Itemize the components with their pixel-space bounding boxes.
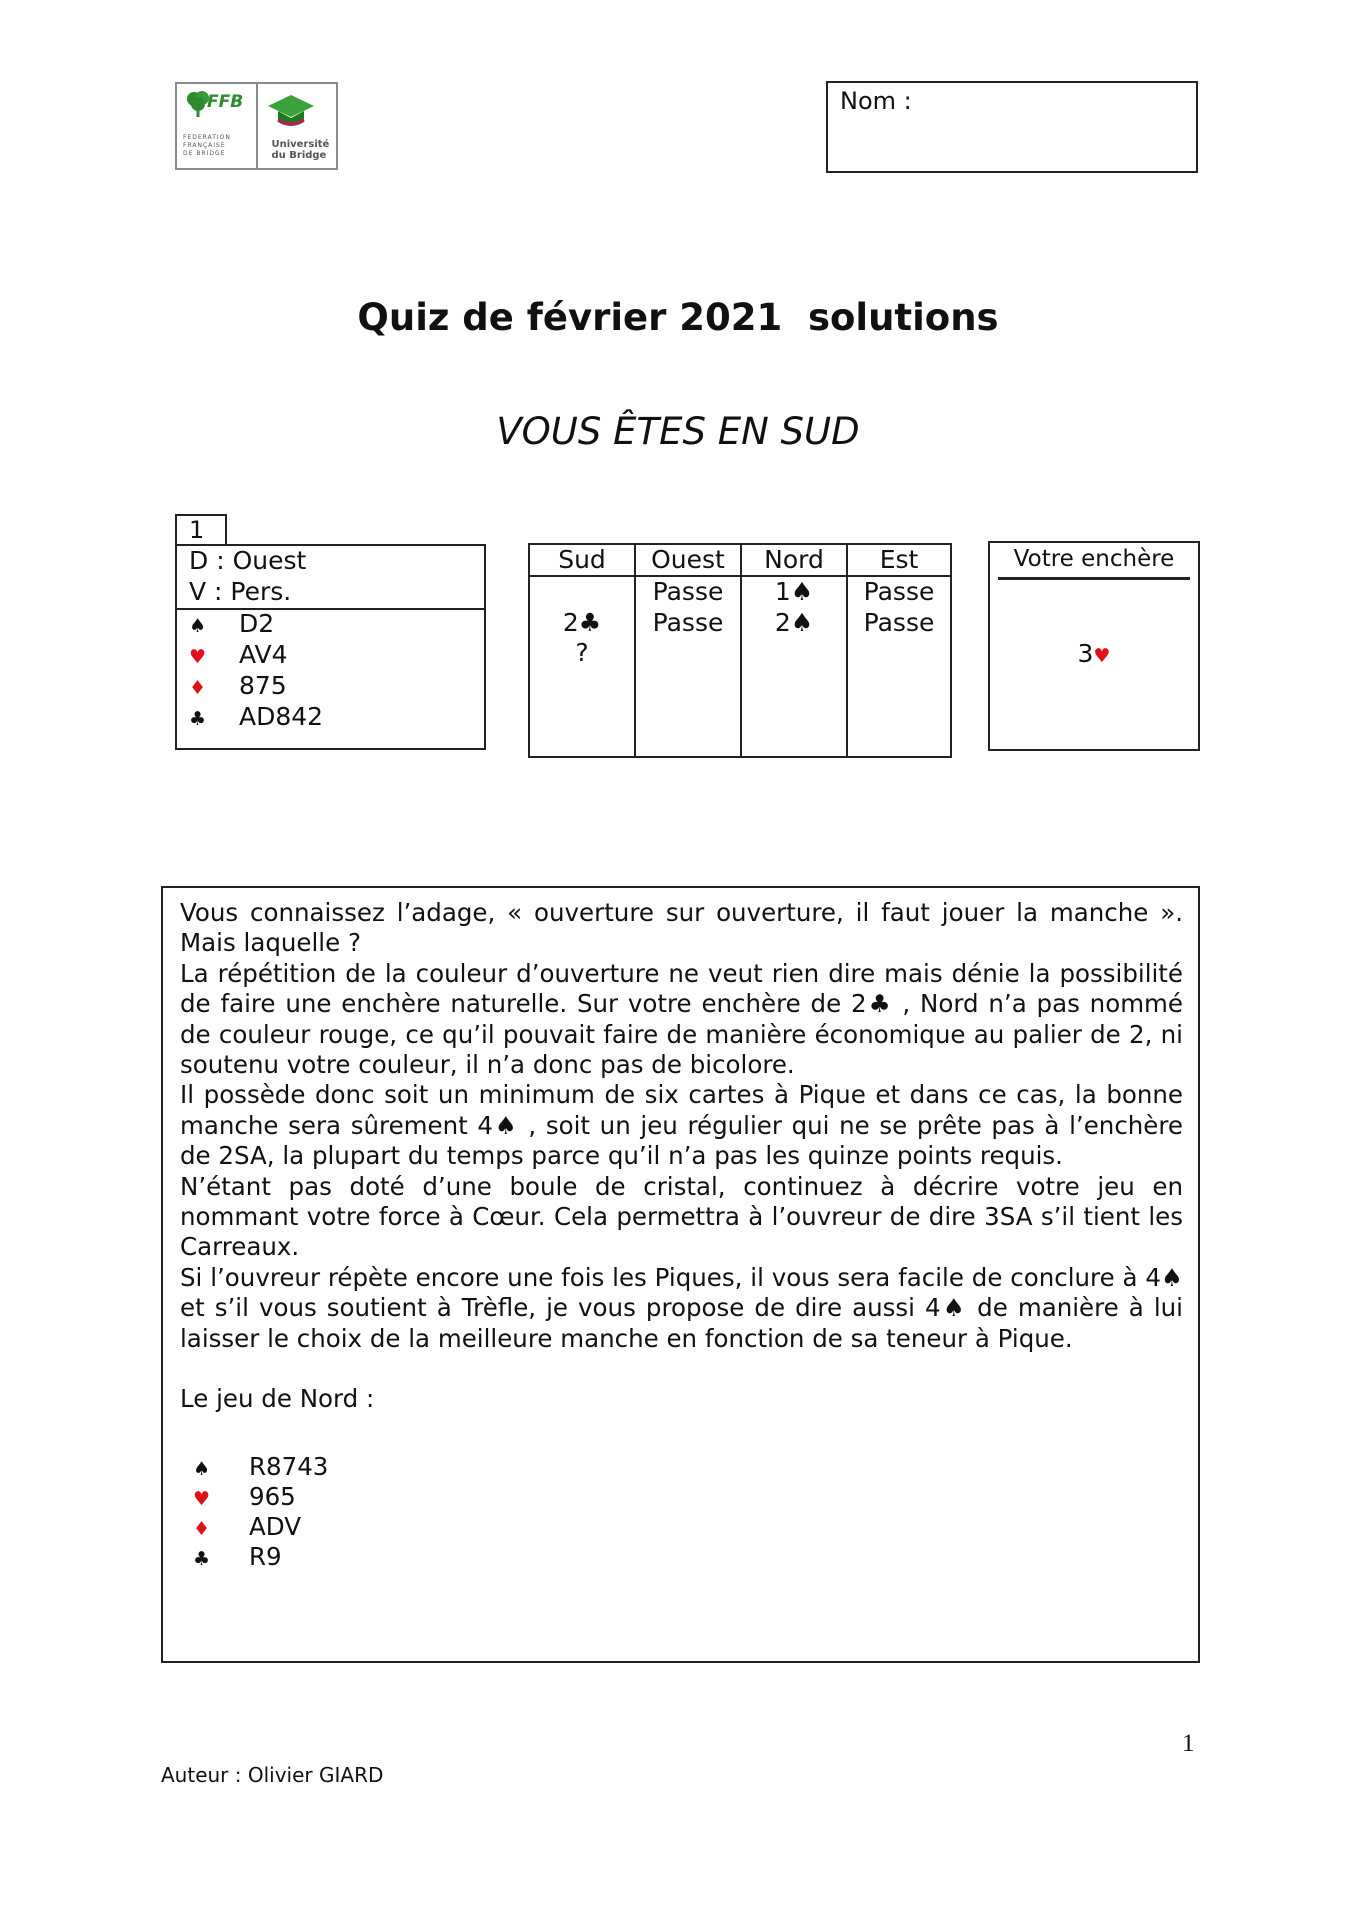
solution-paragraph: N’étant pas doté d’une boule de cristal, continuez à décrire votre jeu en nommant votre force à Cœur. Cela permettra à l’ouvreur de dire 3SA s’il tient les Carreaux. xyxy=(180,1171,1183,1262)
page-title: Quiz de février 2021 solutions xyxy=(357,296,999,339)
bid-cell: Passe xyxy=(652,577,724,606)
your-bid-header: Votre enchère xyxy=(998,543,1190,580)
north-row-clubs xyxy=(193,1542,282,1571)
bid-cell: ? xyxy=(575,638,589,667)
solution-paragraph: La répétition de la couleur d’ouverture ne veut rien dire mais dénie la possibilité de faire une enchère naturelle. Sur votre enchère de 2♣ , Nord n’a pas nommé de couleur rouge, ce qu’il pouvait faire de manière économique au palier de 2, ni soutenu votre couleur, il n’a donc pas de bicolore. xyxy=(180,958,1183,1080)
hand-row-diamonds xyxy=(189,671,287,700)
graduation-cap-icon xyxy=(266,92,316,132)
bid-column-sud xyxy=(530,545,636,756)
solution-paragraph: Il possède donc soit un minimum de six cartes à Pique et dans ce cas, la bonne manche sera sûrement 4♠ , soit un jeu régulier qui ne se prête pas à l’enchère de 2SA, la plupart du temps parce qu’il n’a pas les quinze points requis. xyxy=(180,1080,1183,1171)
deal-number: 1 xyxy=(175,514,227,546)
north-row-hearts xyxy=(193,1482,296,1511)
universite-logo xyxy=(256,84,337,168)
heart-icon: ♥ xyxy=(1093,645,1111,667)
ffb-logo-left xyxy=(177,84,256,168)
bid-cell: Passe xyxy=(652,608,724,637)
bid-cell: Passe xyxy=(863,608,935,637)
bid-cell xyxy=(530,608,634,637)
bid-level: 3 xyxy=(1077,639,1094,668)
north-row-spades xyxy=(193,1452,328,1481)
solution-box xyxy=(161,886,1200,1663)
heart-icon: ♥ xyxy=(189,646,207,668)
diamond-icon: ♦ xyxy=(193,1518,211,1540)
ffb-logo xyxy=(175,82,338,170)
diamond-icon: ♦ xyxy=(189,677,207,699)
bid-header: Nord xyxy=(742,545,846,577)
north-cards: ADV xyxy=(249,1512,301,1541)
heart-icon: ♥ xyxy=(193,1488,211,1510)
club-icon: ♣ xyxy=(189,708,207,730)
bid-header: Est xyxy=(848,545,950,577)
bid-header: Ouest xyxy=(636,545,740,577)
north-hand-label: Le jeu de Nord : xyxy=(180,1384,375,1413)
hand-cards: AV4 xyxy=(239,640,288,669)
author-text: Auteur : Olivier GIARD xyxy=(161,1763,384,1787)
bid-column-ouest xyxy=(636,545,742,756)
north-cards: R9 xyxy=(249,1542,282,1571)
federation-text: FEDERATION FRANÇAISE DE BRIDGE xyxy=(183,134,231,157)
bid-cell: 1♠ xyxy=(774,577,814,606)
page-number: 1 xyxy=(1182,1730,1195,1757)
hand-cards: AD842 xyxy=(239,702,324,731)
spade-icon: ♠ xyxy=(189,615,207,637)
name-label: Nom : xyxy=(840,87,912,115)
hand-box xyxy=(175,544,486,750)
ffb-text: FFB xyxy=(207,92,244,112)
solution-paragraph: Vous connaissez l’adage, « ouverture sur ouverture, il faut jouer la manche ». Mais laquelle ? xyxy=(180,898,1183,958)
your-bid-value xyxy=(990,639,1198,668)
vulnerability-text: V : Pers. xyxy=(189,577,292,606)
page-subtitle: VOUS ÊTES EN SUD xyxy=(496,410,860,453)
bid-cell: Passe xyxy=(863,577,935,606)
spade-icon: ♠ xyxy=(193,1458,211,1480)
dealer-text: D : Ouest xyxy=(189,546,307,575)
hand-cards: 875 xyxy=(239,671,287,700)
hand-row-clubs xyxy=(189,702,323,731)
solution-text xyxy=(180,898,1183,1354)
hand-row-hearts xyxy=(189,640,288,669)
name-field-box[interactable] xyxy=(826,81,1198,173)
hand-cards: D2 xyxy=(239,609,275,638)
bid-column-est xyxy=(848,545,950,756)
north-cards: 965 xyxy=(249,1482,296,1511)
north-row-diamonds xyxy=(193,1512,301,1541)
hand-header xyxy=(177,546,484,610)
universite-text: Université du Bridge xyxy=(271,139,330,161)
bid-cell: 2♠ xyxy=(774,608,814,637)
club-icon: ♣ xyxy=(193,1548,211,1570)
north-cards: R8743 xyxy=(249,1452,329,1481)
hand-row-spades xyxy=(189,609,274,638)
bid-header: Sud xyxy=(530,545,634,577)
bid-sud-1: 2♣ xyxy=(562,608,602,637)
bid-column-nord xyxy=(742,545,848,756)
solution-paragraph: Si l’ouvreur répète encore une fois les Piques, il vous sera facile de conclure à 4♠ et s’il vous soutient à Trèfle, je vous propose de dire aussi 4♠ de manière à lui laisser le choix de la meilleure manche en fonction de sa teneur à Pique. xyxy=(180,1262,1183,1353)
your-bid-box xyxy=(988,541,1200,751)
bidding-table xyxy=(528,543,952,758)
